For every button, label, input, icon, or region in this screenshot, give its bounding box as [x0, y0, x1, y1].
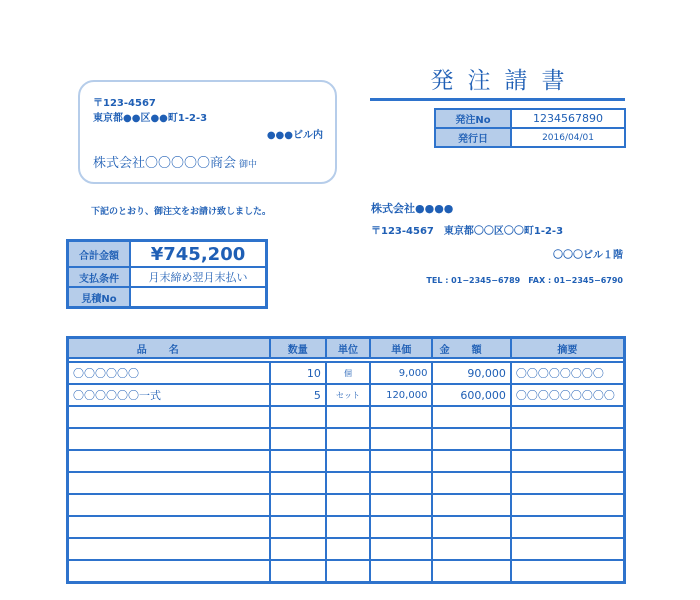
sender-contact: TEL : 01−2345−6789 FAX : 01−2345−6790	[426, 276, 623, 285]
empty-cell	[370, 494, 432, 516]
sender-address: 〒123-4567 東京都〇〇区〇〇町1-2-3	[371, 226, 564, 237]
order-no-label: 発注No	[435, 109, 511, 128]
empty-cell	[511, 472, 625, 494]
item-qty: 5	[270, 384, 326, 406]
recipient-company-name: 株式会社〇〇〇〇〇商会	[93, 156, 237, 171]
sender-building: 〇〇〇ビル１階	[553, 250, 623, 261]
table-row-empty	[68, 428, 625, 450]
empty-cell	[68, 494, 270, 516]
empty-cell	[270, 494, 326, 516]
empty-cell	[432, 494, 510, 516]
estimate-value	[130, 287, 267, 308]
item-amount: 90,000	[432, 362, 510, 384]
item-note: 〇〇〇〇〇〇〇〇	[511, 362, 625, 384]
total-label: 合計金額	[68, 241, 131, 268]
empty-cell	[511, 538, 625, 560]
document-title: 発注請書	[430, 68, 579, 94]
recipient-zip: 〒123-4567	[93, 98, 156, 109]
empty-cell	[432, 428, 510, 450]
empty-cell	[326, 494, 370, 516]
header-qty: 数量	[270, 338, 326, 359]
empty-cell	[511, 406, 625, 428]
header-amount	[432, 338, 510, 359]
empty-cell	[326, 516, 370, 538]
intro-text: 下記のとおり、御注文をお請け致しました。	[91, 207, 272, 217]
item-name: 〇〇〇〇〇〇一式	[68, 384, 270, 406]
summary-table	[66, 239, 268, 309]
recipient-address: 東京都●●区●●町1-2-3	[93, 113, 208, 124]
item-unit: セット	[326, 384, 370, 406]
empty-cell	[511, 494, 625, 516]
empty-cell	[432, 450, 510, 472]
item-name: 〇〇〇〇〇〇	[68, 362, 270, 384]
total-amount: ¥745,200	[130, 241, 267, 268]
empty-cell	[370, 516, 432, 538]
empty-cell	[68, 538, 270, 560]
table-row	[68, 384, 625, 406]
items-header-row	[68, 338, 625, 359]
header-unit: 単位	[326, 338, 370, 359]
table-row-empty	[68, 538, 625, 560]
empty-cell	[432, 516, 510, 538]
empty-cell	[68, 560, 270, 583]
empty-cell	[432, 560, 510, 583]
order-info-table	[434, 108, 626, 148]
header-name-text: 品名	[136, 344, 201, 356]
issue-date-value: 2016/04/01	[511, 128, 625, 147]
empty-cell	[511, 560, 625, 583]
empty-cell	[270, 406, 326, 428]
payment-label: 支払条件	[68, 267, 131, 287]
empty-cell	[270, 428, 326, 450]
table-row-empty	[68, 472, 625, 494]
empty-cell	[270, 450, 326, 472]
header-price: 単価	[370, 338, 432, 359]
payment-terms: 月末締め翌月末払い	[130, 267, 267, 287]
header-note: 摘要	[511, 338, 625, 359]
recipient-building: ●●●ビル内	[266, 130, 323, 141]
empty-cell	[432, 472, 510, 494]
empty-cell	[270, 538, 326, 560]
empty-cell	[270, 560, 326, 583]
estimate-label: 見積No	[68, 287, 131, 308]
empty-cell	[326, 406, 370, 428]
empty-cell	[270, 472, 326, 494]
table-row-empty	[68, 516, 625, 538]
recipient-box	[78, 80, 337, 184]
empty-cell	[511, 450, 625, 472]
order-no-row	[435, 109, 625, 128]
empty-cell	[432, 406, 510, 428]
order-no-value: 1234567890	[511, 109, 625, 128]
empty-cell	[68, 516, 270, 538]
empty-cell	[68, 406, 270, 428]
empty-cell	[68, 450, 270, 472]
empty-cell	[370, 538, 432, 560]
items-table	[66, 336, 626, 584]
item-unit: 個	[326, 362, 370, 384]
header-name	[68, 338, 270, 359]
empty-cell	[326, 450, 370, 472]
empty-cell	[326, 560, 370, 583]
table-row-empty	[68, 560, 625, 583]
item-price: 120,000	[370, 384, 432, 406]
empty-cell	[270, 516, 326, 538]
sender-company: 株式会社●●●●	[371, 202, 454, 215]
issue-date-label: 発行日	[435, 128, 511, 147]
empty-cell	[68, 428, 270, 450]
header-amount-text: 金額	[439, 344, 504, 356]
item-note: 〇〇〇〇〇〇〇〇〇	[511, 384, 625, 406]
total-row	[68, 241, 267, 268]
empty-cell	[370, 406, 432, 428]
empty-cell	[326, 472, 370, 494]
item-price: 9,000	[370, 362, 432, 384]
table-row-empty	[68, 494, 625, 516]
empty-cell	[68, 472, 270, 494]
table-row	[68, 362, 625, 384]
table-row-empty	[68, 450, 625, 472]
estimate-row	[68, 287, 267, 308]
recipient-honorific: 御中	[239, 160, 258, 170]
payment-row	[68, 267, 267, 287]
empty-cell	[511, 516, 625, 538]
item-qty: 10	[270, 362, 326, 384]
empty-cell	[370, 472, 432, 494]
recipient-company	[93, 152, 257, 171]
item-amount: 600,000	[432, 384, 510, 406]
empty-cell	[326, 428, 370, 450]
empty-cell	[511, 428, 625, 450]
empty-cell	[370, 428, 432, 450]
table-row-empty	[68, 406, 625, 428]
empty-cell	[370, 450, 432, 472]
empty-cell	[432, 538, 510, 560]
title-underline	[370, 98, 625, 101]
issue-date-row	[435, 128, 625, 147]
empty-cell	[370, 560, 432, 583]
empty-cell	[326, 538, 370, 560]
